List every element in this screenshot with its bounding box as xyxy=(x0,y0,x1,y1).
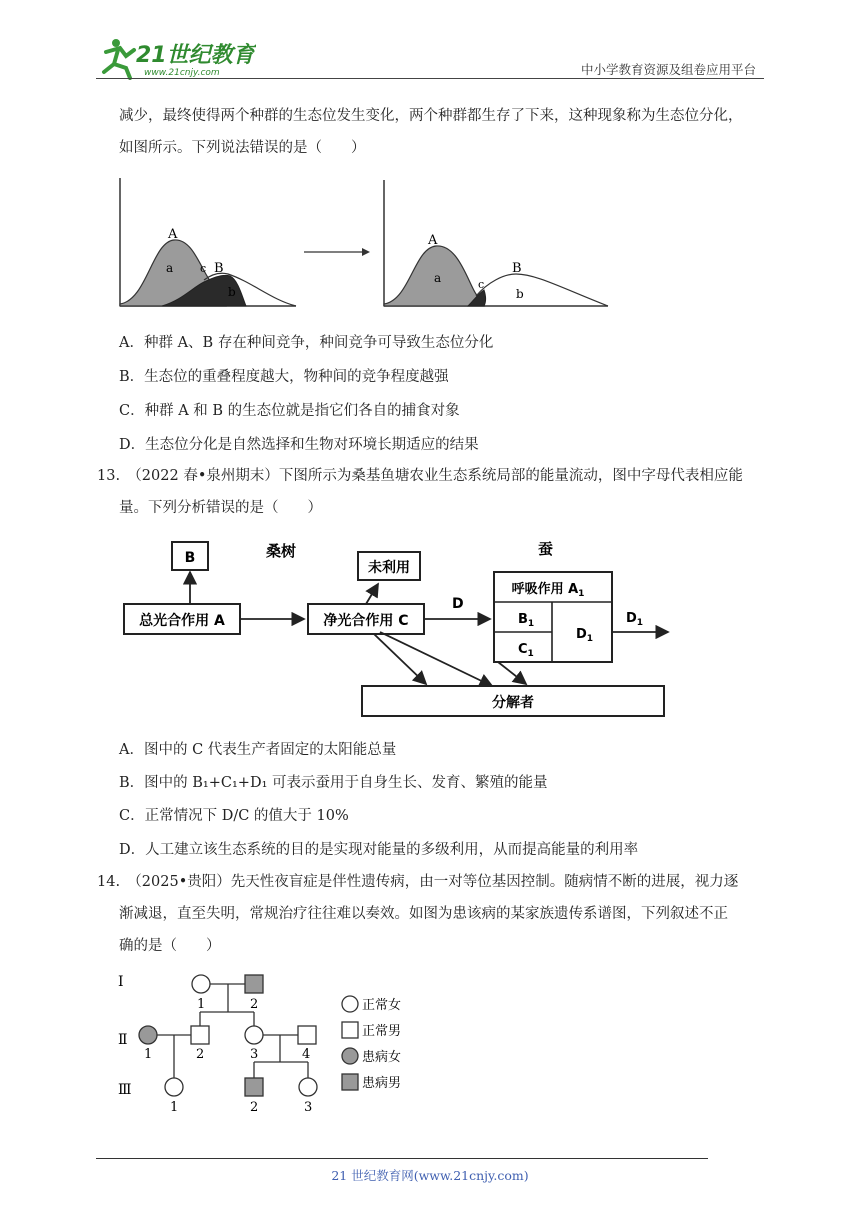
legend-affected-male-icon xyxy=(342,1074,358,1090)
label-b-right: b xyxy=(516,287,524,301)
q13-text-line1: 13. （2022 春•泉州期末）下图所示为桑基鱼塘农业生态系统局部的能量流动，图中字母代表相应能 xyxy=(97,468,743,484)
svg-text:3: 3 xyxy=(250,1047,259,1062)
svg-text:D1: $D_1$ xyxy=(576,627,594,644)
label-B-right: B xyxy=(512,261,522,276)
energy-flow-diagram xyxy=(118,532,678,726)
svg-text:B1: $B_1$ xyxy=(518,612,535,629)
label-A-left: A xyxy=(168,227,178,242)
site-logo xyxy=(96,36,256,80)
svg-text:3: 3 xyxy=(304,1100,313,1115)
svg-text:4: 4 xyxy=(302,1047,311,1062)
runner-icon xyxy=(104,39,134,78)
label-D: D xyxy=(452,596,464,612)
label-A-right: A xyxy=(428,233,438,248)
svg-text:2: 2 xyxy=(196,1047,205,1062)
svg-text:B: B xyxy=(184,550,196,566)
q12-option-d[interactable]: D．生态位分化是自然选择和生物对环境长期适应的结果 xyxy=(119,437,479,453)
gen-II: Ⅱ xyxy=(118,1032,128,1048)
svg-text:净光合作用 C: 净光合作用 C xyxy=(323,613,409,629)
q13-text-line2: 量。下列分析错误的是（ ） xyxy=(119,500,322,516)
legend-normal-female-icon xyxy=(342,996,358,1012)
label-a-right: a xyxy=(434,271,442,285)
svg-text:1: 1 xyxy=(170,1100,179,1115)
q14-text-line3: 确的是（ ） xyxy=(119,938,221,954)
q14-text-line1: 14. （2025•贵阳）先天性夜盲症是伴性遗传病，由一对等位基因控制。随病情不断的进展，视力逐 xyxy=(97,874,739,890)
q13-option-d[interactable]: D．人工建立该生态系统的目的是实现对能量的多级利用，从而提高能量的利用率 xyxy=(119,842,639,858)
svg-text:2: 2 xyxy=(250,997,259,1012)
q13-option-a[interactable]: A．图中的 C 代表生产者固定的太阳能总量 xyxy=(119,742,397,758)
legend-affected-female-icon xyxy=(342,1048,358,1064)
svg-text:分解者: 分解者 xyxy=(492,695,534,711)
svg-text:正常男: 正常男 xyxy=(362,1024,402,1039)
q14-text-line2: 渐减退，直至失明，常规治疗往往难以奏效。如图为患该病的某家族遗传系谱图，下列叙述不正 xyxy=(119,906,728,922)
svg-text:www.21cnjy.com: www.21cnjy.com xyxy=(144,68,220,78)
svg-text:呼吸作用 A1: 呼吸作用 $A_1$ xyxy=(511,582,585,599)
gen-III: Ⅲ xyxy=(118,1082,132,1098)
svg-text:21世纪教育: 21世纪教育 xyxy=(136,43,255,68)
header-divider xyxy=(96,78,764,79)
footer-divider xyxy=(96,1158,708,1159)
pedigree-chart xyxy=(112,966,422,1126)
svg-text:1: 1 xyxy=(197,997,206,1012)
label-silkworm: 蚕 xyxy=(538,540,554,558)
label-mulberry: 桑树 xyxy=(266,542,297,560)
svg-text:总光合作用 A: 总光合作用 A xyxy=(139,613,225,629)
svg-text:正常女: 正常女 xyxy=(362,998,402,1013)
legend-normal-male-icon xyxy=(342,1022,358,1038)
svg-text:未利用: 未利用 xyxy=(368,560,410,576)
q12-option-b[interactable]: B．生态位的重叠程度越大，物种间的竞争程度越强 xyxy=(119,369,449,385)
svg-text:1: 1 xyxy=(144,1047,153,1062)
svg-text:2: 2 xyxy=(250,1100,259,1115)
q12-option-c[interactable]: C．种群 A 和 B 的生态位就是指它们各自的捕食对象 xyxy=(119,403,460,419)
niche-diagram xyxy=(112,172,632,316)
gen-I: Ⅰ xyxy=(118,974,124,990)
q13-option-b[interactable]: B．图中的 B₁+C₁+D₁ 可表示蚕用于自身生长、发育、繁殖的能量 xyxy=(119,775,548,791)
svg-text:C1: $C_1$ xyxy=(518,642,534,659)
label-b-left: b xyxy=(228,285,236,299)
q12-text-line2: 如图所示。下列说法错误的是（ ） xyxy=(119,140,366,156)
q12-option-a[interactable]: A．种群 A、B 存在种间竞争，种间竞争可导致生态位分化 xyxy=(119,335,494,351)
platform-title: 中小学教育资源及组卷应用平台 xyxy=(580,62,756,77)
q12-text-line1: 减少，最终使得两个种群的生态位发生变化，两个种群都生存了下来，这种现象称为生态位分化， xyxy=(119,108,743,124)
label-c-right: c xyxy=(478,278,485,291)
q13-option-c[interactable]: C．正常情况下 D/C 的值大于 10% xyxy=(119,808,349,824)
footer-text: 21 世纪教育网(www.21cnjy.com) xyxy=(331,1168,529,1183)
label-a-left: a xyxy=(166,261,174,275)
svg-text:D1: $D_1$ xyxy=(626,611,644,628)
svg-text:患病男: 患病男 xyxy=(362,1076,402,1091)
label-c-left: c xyxy=(200,262,207,275)
label-B-left: B xyxy=(214,261,224,276)
svg-text:患病女: 患病女 xyxy=(362,1050,402,1065)
